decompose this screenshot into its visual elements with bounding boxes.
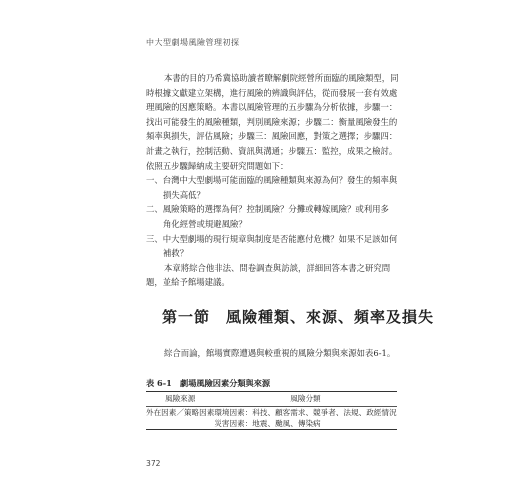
text-line: 頻率與損失，評估風險；步驟三：風險回應，對策之選擇；步驟四： [146,131,398,142]
running-header: 中大型劇場風險管理初探 [146,38,240,47]
text-line: 依照五步驟歸納成主要研究問題如下： [146,160,289,171]
text-line: 理風險的因應策略。本書以風險管理的五步驟為分析依據，步驟一： [146,102,398,113]
text-line: 本章將綜合他非法、問卷調查與訪談，詳細回答本書之研究問 [164,262,391,273]
table-header-row [146,392,397,407]
risk-source-cell [146,418,214,430]
table-caption: 表 6-1 劇場風險因素分類與來源 [146,378,271,388]
table-row [146,407,397,419]
question-1-continued: 損失高低？ [163,189,205,200]
table-row [146,418,397,430]
question-3-continued: 補救？ [163,248,189,259]
text-line: 本書的目的乃希冀協助讀者瞭解劇院經營所面臨的風險類型，同 [164,73,399,83]
body-text [146,71,399,290]
question-2: 二、風險策略的選擇為何？控制風險？分攤或轉嫁風險？或利用多 [146,204,389,215]
column-header-source: 風險來源 [146,392,214,407]
question-2-continued: 角化經營或規避風險？ [163,218,247,229]
risk-classification-cell: 災害因素：地震、颱風、傳染病 [214,419,321,428]
text-line: 找出可能發生的風險種類，判別風險來源；步驟二：衡量風險發生的 [146,116,398,127]
section-heading: 第一節 風險種類、來源、頻率及損失 [162,308,435,326]
risk-classification-cell: 環境因素：科技、顧客需求、競爭者、法規、政經情況 [214,408,397,417]
text-line: 時根據文獻建立架構，進行風險的辨識與評估，從而發展一套有效處 [146,87,398,98]
question-1: 一、台灣中大型劇場可能面臨的風險種類與來源為何？發生的頻率與 [146,175,398,186]
text-line: 題，並給予館場建議。 [146,277,230,288]
intro-sentence: 綜合而論，館場實際遭遇與較重視的風險分類與來源如表6-1。 [164,348,396,358]
risk-table [146,391,397,430]
question-3: 三、中大型劇場的現行規章與制度是否能應付危機？如果不足該如何 [146,233,398,244]
risk-source-cell: 外在因素／策略因素 [146,408,215,417]
page-number: 372 [146,459,161,468]
text-line: 計畫之執行，控制活動、資訊與溝通；步驟五：監控，成果之檢討。 [146,145,398,156]
column-header-classification: 風險分類 [214,392,396,407]
